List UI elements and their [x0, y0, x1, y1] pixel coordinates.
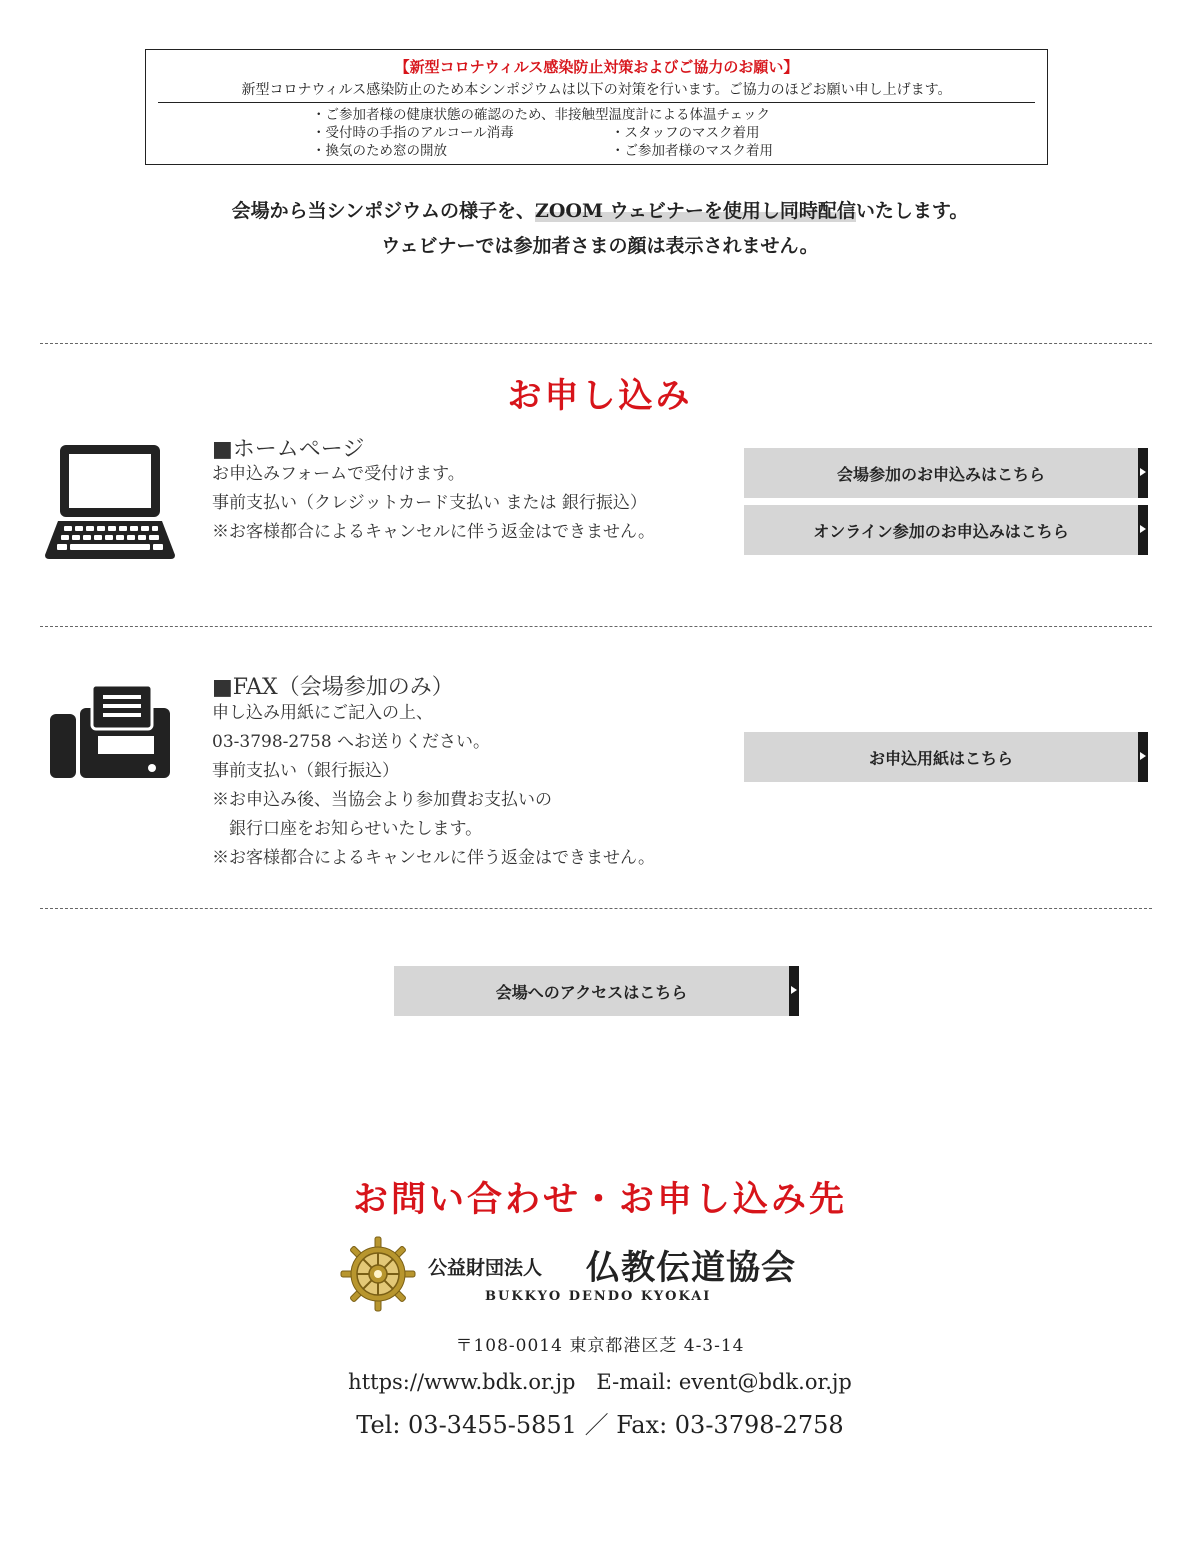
online-application-button[interactable] — [744, 505, 1148, 555]
notice-title: 【新型コロナウィルス感染防止対策およびご協力のお願い】 — [394, 58, 799, 76]
notice-item: ・スタッフのマスク着用 — [611, 125, 760, 141]
notice-item: ・換気のため窓の開放 — [312, 143, 447, 159]
button-label: オンライン参加のお申込みはこちら — [813, 521, 1069, 541]
org-type: 公益財団法人 — [428, 1257, 543, 1279]
fax-line: 銀行口座をお知らせいたします。 — [212, 819, 483, 839]
notice-divider — [158, 102, 1035, 103]
arrow-right-icon — [1138, 732, 1148, 782]
arrow-right-icon — [789, 966, 799, 1016]
venue-application-button[interactable] — [744, 448, 1148, 498]
notice-item: ・受付時の手指のアルコール消毒 — [312, 125, 514, 141]
homepage-line: お申込みフォームで受付けます。 — [212, 464, 465, 484]
dashed-divider — [40, 626, 1152, 627]
contact-title: お問い合わせ・お申し込み先 — [352, 1179, 847, 1220]
application-title: お申し込み — [507, 376, 693, 416]
intro-line-1 — [0, 196, 1200, 223]
dashed-divider — [40, 908, 1152, 909]
dharma-wheel-icon — [340, 1236, 416, 1312]
intro-text: 会場から当シンポジウムの様子を、 — [231, 200, 535, 222]
button-label: お申込用紙はこちら — [868, 748, 1013, 768]
notice-subtitle: 新型コロナウィルス感染防止のため本シンポジウムは以下の対策を行います。ご協力のほどお願い申し上げます。 — [241, 82, 952, 98]
fax-line: ※お客様都合によるキャンセルに伴う返金はできません。 — [212, 848, 656, 868]
web-email: https://www.bdk.or.jp E-mail: event@bdk.or.jp — [348, 1370, 852, 1394]
notice-item: ・ご参加者様の健康状態の確認のため、非接触型温度計による体温チェック — [312, 107, 771, 123]
homepage-line: 事前支払い（クレジットカード支払い または 銀行振込） — [212, 493, 647, 513]
laptop-icon — [44, 443, 176, 560]
fax-description — [212, 699, 655, 873]
homepage-heading: ■ホームページ — [212, 437, 365, 462]
org-name: 仏教伝道協会 — [586, 1248, 796, 1288]
zoom-highlight: ZOOM ウェビナーを使用し同時配信 — [535, 200, 856, 222]
address: 〒108-0014 東京都港区芝 4-3-14 — [455, 1336, 745, 1356]
homepage-description — [212, 460, 655, 547]
fax-line: 03-3798-2758 へお送りください。 — [212, 732, 491, 752]
org-name-en: BUKKYO DENDO KYOKAI — [485, 1289, 712, 1304]
fax-heading: ■FAX（会場参加のみ） — [212, 675, 454, 700]
dashed-divider — [40, 343, 1152, 344]
fax-line: 事前支払い（銀行振込） — [212, 761, 399, 781]
arrow-right-icon — [1138, 505, 1148, 555]
fax-machine-icon — [48, 684, 172, 780]
fax-line: 申し込み用紙にご記入の上、 — [212, 703, 433, 723]
button-label: 会場へのアクセスはこちら — [495, 982, 688, 1002]
intro-line-2: ウェビナーでは参加者さまの顔は表示されません。 — [381, 235, 819, 257]
covid-notice-box — [145, 49, 1048, 165]
notice-item: ・ご参加者様のマスク着用 — [611, 143, 773, 159]
tel-fax: Tel: 03-3455-5851 ／ Fax: 03-3798-2758 — [356, 1411, 844, 1439]
button-label: 会場参加のお申込みはこちら — [836, 464, 1045, 484]
homepage-line: ※お客様都合によるキャンセルに伴う返金はできません。 — [212, 522, 656, 542]
application-form-button[interactable] — [744, 732, 1148, 782]
intro-text: いたします。 — [855, 200, 969, 222]
arrow-right-icon — [1138, 448, 1148, 498]
fax-line: ※お申込み後、当協会より参加費お支払いの — [212, 790, 552, 810]
venue-access-button[interactable] — [394, 966, 799, 1016]
